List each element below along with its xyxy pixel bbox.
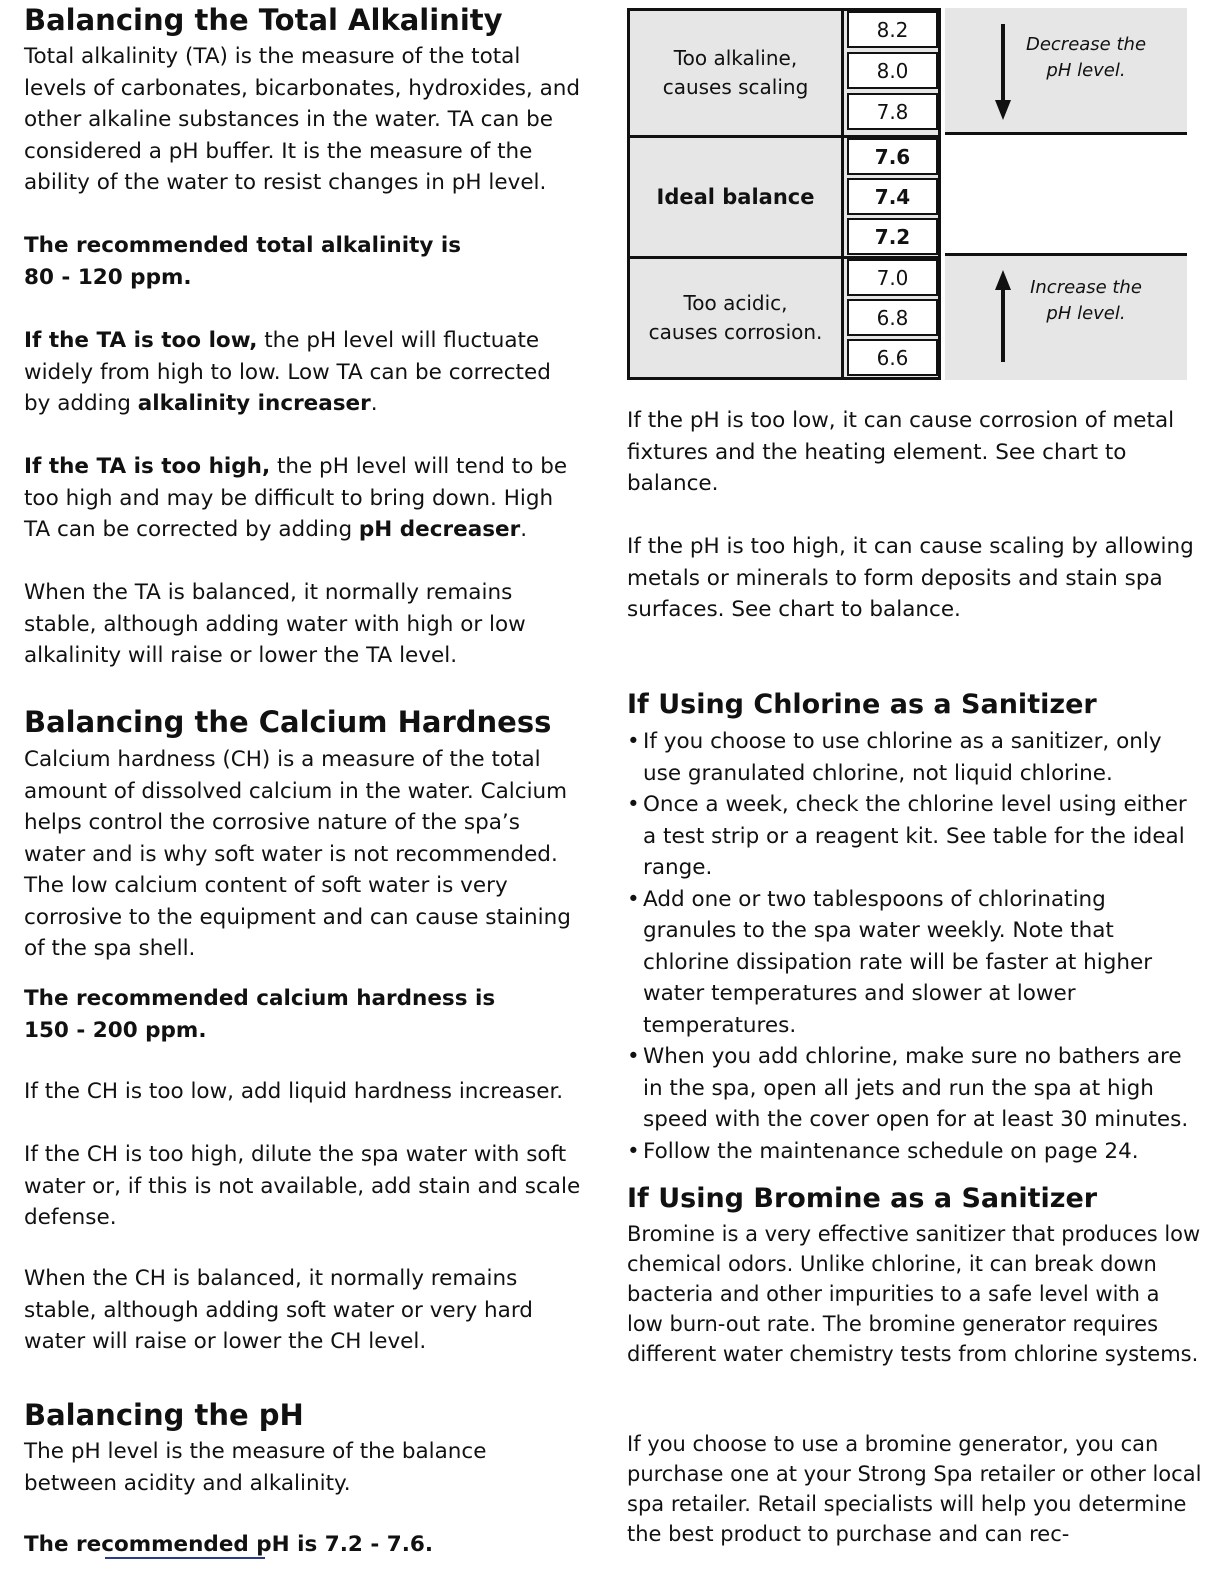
group-too-acidic-line1: Too acidic, (683, 291, 788, 315)
ta-balanced: When the TA is balanced, it normally remains stable, although adding water with high or low alkalinity will raise or lower the TA level. (24, 580, 526, 668)
ta-low-product: alkalinity increaser (137, 391, 371, 416)
list-item: • Follow the maintenance schedule on page 24. (627, 1136, 1202, 1168)
ph-table (627, 8, 941, 380)
bromine-generator: If you choose to use a bromine generator, you can purchase one at your Strong Spa retailer or other local spa retailer. Retail specialists will help you determine the best product to purchase and can rec- (627, 1432, 1202, 1546)
ph-value-cell: 8.0 (847, 52, 938, 89)
ph-chart (627, 8, 1187, 380)
ch-rec-line2: 150 - 200 ppm. (24, 1017, 207, 1043)
ideal-action-space (945, 135, 1187, 253)
chlorine-heading: If Using Chlorine as a Sanitizer (627, 689, 1097, 720)
increase-line1: Increase the (1030, 277, 1142, 298)
group-too-acidic (630, 259, 844, 377)
list-item: • If you choose to use chlorine as a sanitizer, only use granulated chlorine, not liquid chlorine. (627, 726, 1202, 789)
ta-low-end: . (370, 391, 378, 416)
ta-heading: Balancing the Total Alkalinity (24, 3, 503, 37)
ta-high-text: the pH level will tend to be too high and may be difficult to bring down. High TA can be corrected by adding (24, 454, 568, 542)
group-ideal-balance: Ideal balance (630, 138, 844, 256)
ph-high-paragraph: If the pH is too high, it can cause scaling by allowing metals or minerals to form deposits and stain spa surfaces. See chart to balance. (627, 534, 1194, 622)
bromine-heading: If Using Bromine as a Sanitizer (627, 1183, 1098, 1214)
chlorine-list (627, 726, 1202, 1167)
ta-low-lead: If the TA is too low, (24, 328, 258, 353)
list-item: • Add one or two tablespoons of chlorinating granules to the spa water weekly. Note that chlorine dissipation rate will be faster at higher water temperatures and slower at lower temperatures. (627, 884, 1202, 1042)
ph-value-cell: 8.2 (847, 11, 938, 48)
ta-high-paragraph (24, 451, 584, 546)
ph-recommendation (24, 1529, 584, 1561)
ph-value-cell: 7.0 (847, 259, 938, 296)
ch-rec-line1: The recommended calcium hardness is (24, 986, 496, 1011)
ph-heading: Balancing the pH (24, 1398, 304, 1432)
decrease-line2: pH level. (1046, 60, 1126, 81)
ta-rec-line1: The recommended total alkalinity is (24, 233, 462, 258)
underline-mark (105, 1557, 265, 1559)
list-item: • Once a week, check the chlorine level using either a test strip or a reagent kit. See table for the ideal range. (627, 789, 1202, 884)
ph-low-paragraph: If the pH is too low, it can cause corrosion of metal fixtures and the heating element. See chart to balance. (627, 408, 1175, 496)
ta-rec-line2: 80 - 120 ppm. (24, 264, 192, 290)
group-too-alkaline-line2: causes scaling (662, 75, 809, 99)
increase-text (1011, 275, 1161, 327)
group-too-alkaline-line1: Too alkaline, (673, 46, 798, 70)
ch-intro: Calcium hardness (CH) is a measure of the total amount of dissolved calcium in the water. Calcium helps control the corrosive nature of the spa’s water and is why soft water is not recommended. The low calcium content of soft water is very corrosive to the equipment and can cause staining of the spa shell. (24, 747, 571, 961)
ta-high-product: pH decreaser (358, 517, 521, 542)
ta-recommendation (24, 230, 584, 293)
ta-high-end: . (520, 517, 528, 542)
increase-line2: pH level. (1046, 303, 1126, 324)
decrease-text (1011, 32, 1161, 84)
list-item: • When you add chlorine, make sure no bathers are in the spa, open all jets and run the spa at high speed with the cover open for at least 30 minutes. (627, 1041, 1202, 1136)
ph-value-cell-ideal: 7.2 (847, 218, 938, 255)
ta-low-text: the pH level will fluctuate widely from high to low. Low TA can be corrected by adding (24, 328, 551, 416)
ch-low: If the CH is too low, add liquid hardness increaser. (24, 1079, 564, 1104)
ph-value-cell: 7.8 (847, 93, 938, 130)
ph-value-cell-ideal: 7.6 (847, 138, 938, 175)
ch-high: If the CH is too high, dilute the spa water with soft water or, if this is not available, add stain and scale defense. (24, 1142, 581, 1230)
bromine-intro: Bromine is a very effective sanitizer that produces low chemical odors. Unlike chlorine, it can break down bacteria and other impurities to a safe level with a low burn-out rate. The bromine generator requires different water chemistry tests from chlorine systems. (627, 1222, 1201, 1366)
ph-value-cell: 6.8 (847, 299, 938, 336)
ta-intro: Total alkalinity (TA) is the measure of the total levels of carbonates, bicarbonates, hydroxides, and other alkaline substances in the water. TA can be considered a pH buffer. It is the measure of the ability of the water to resist changes in pH level. (24, 44, 581, 195)
ch-recommendation (24, 983, 584, 1046)
ch-balanced: When the CH is balanced, it normally remains stable, although adding soft water or very hard water will raise or lower the CH level. (24, 1266, 533, 1354)
group-too-acidic-line2: causes corrosion. (648, 320, 823, 344)
increase-action-box (945, 256, 1187, 380)
decrease-line1: Decrease the (1025, 34, 1147, 55)
ph-rec-text: The recommended pH is 7.2 - 7.6. (24, 1532, 434, 1557)
group-too-alkaline (630, 11, 844, 135)
ph-value-cell-ideal: 7.4 (847, 178, 938, 215)
decrease-action-box (945, 8, 1187, 132)
ta-low-paragraph (24, 325, 584, 420)
ph-value-cell: 6.6 (847, 339, 938, 376)
ph-intro: The pH level is the measure of the balance between acidity and alkalinity. (24, 1439, 487, 1496)
ta-high-lead: If the TA is too high, (24, 454, 271, 479)
ch-heading: Balancing the Calcium Hardness (24, 705, 552, 739)
